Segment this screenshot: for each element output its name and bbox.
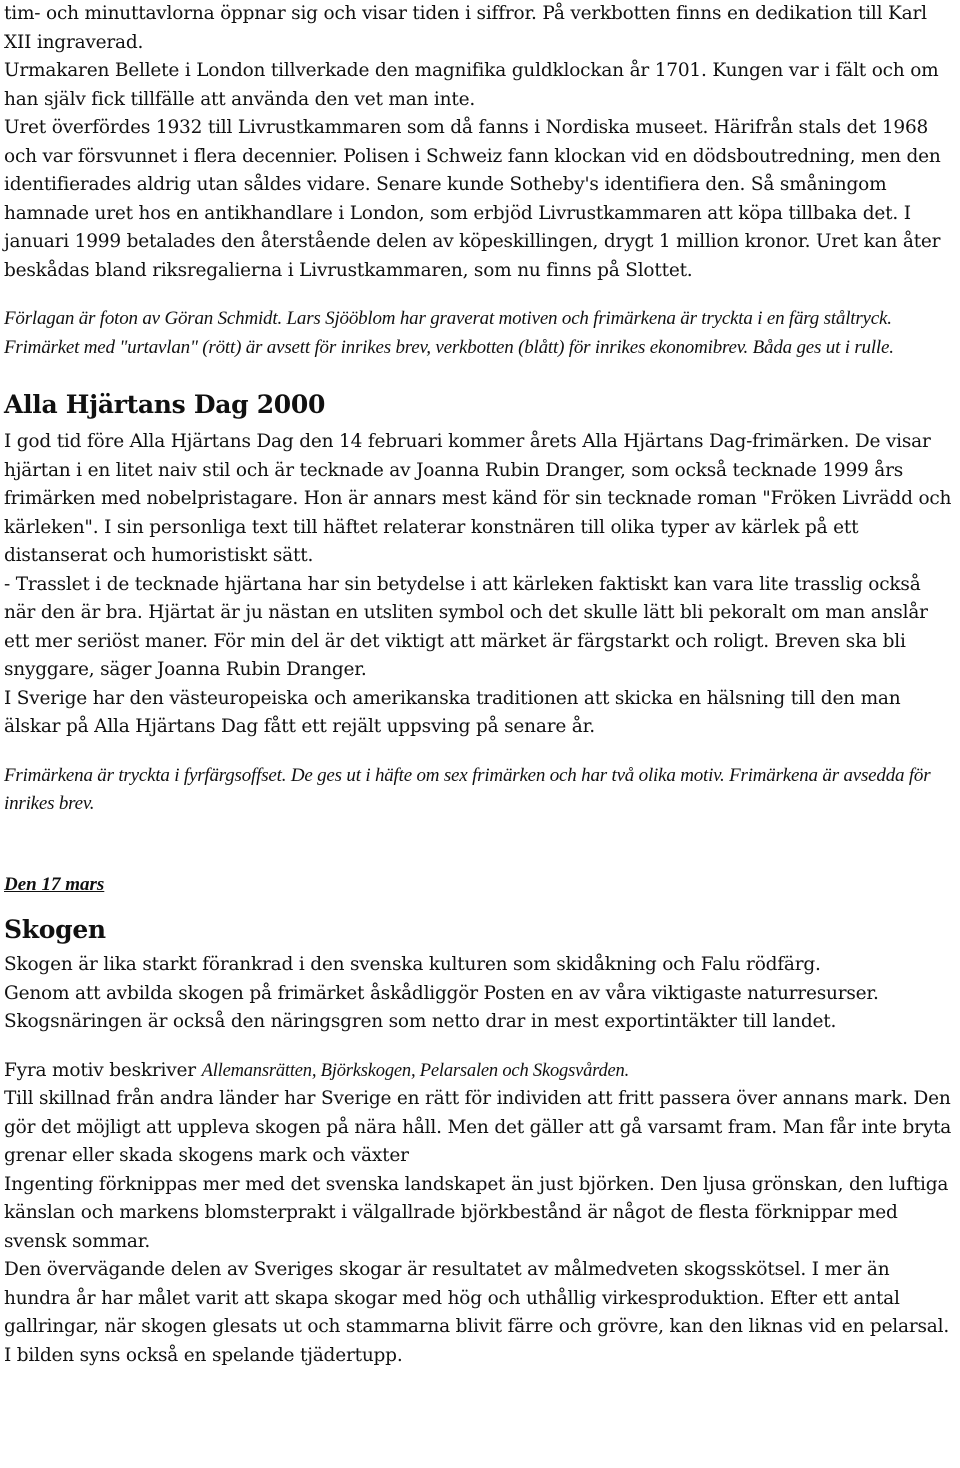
paragraph: tim- och minuttavlorna öppnar sig och visar tiden i siffror. På verkbotten finns en dedikation till Karl XII ingraverad. [4, 3, 927, 53]
stamp-printing-note: Förlagan är foton av Göran Schmidt. Lars Sjööblom har graverat motiven och frimärkena är tryckta i en färg ståltryck. Frimärket med "urtavlan" (rött) är avsett för inrikes brev, verkbotten (blått) för inrikes ekonomibrev. Båda ges ut i rulle. [4, 308, 894, 358]
paragraph: Urmakaren Bellete i London tillverkade den magnifika guldklockan år 1701. Kungen var i fält och om han själv fick tillfälle att använda den vet man inte. [4, 60, 939, 110]
skogen-section [4, 913, 956, 1370]
paragraph: I Sverige har den västeuropeiska och amerikanska traditionen att skicka en hälsning till den man älskar på Alla Hjärtans Dag fått ett rejält uppsving på senare år. [4, 687, 901, 737]
section-heading: Skogen [4, 915, 106, 944]
motifs-list: Allemansrätten, Björkskogen, Pelarsalen och Skogsvården. [201, 1060, 629, 1081]
document-page [4, 0, 956, 1370]
hjartans-dag-section [4, 388, 956, 819]
paragraph: Skogen är lika starkt förankrad i den svenska kulturen som skidåkning och Falu rödfärg. [4, 954, 821, 975]
stamp-printing-note: Frimärkena är tryckta i fyrfärgsoffset. De ges ut i häfte om sex frimärken och har två olika motiv. Frimärkena är avsedda för inrikes brev. [4, 764, 931, 814]
issue-date: Den 17 mars [4, 873, 105, 895]
motifs-line [4, 1057, 956, 1086]
paragraph: Genom att avbilda skogen på frimärket åskådliggör Posten en av våra viktigaste naturresurser. [4, 982, 879, 1004]
paragraph: - Trasslet i de tecknade hjärtana har sin betydelse i att kärleken faktiskt kan vara lite trasslig också när den är bra. Hjärtat är ju nästan en utsliten symbol och det skulle lätt bli pekoralt om man anslår ett mer seriöst maner. För min del är det viktigt att märket är färgstarkt och roligt. Breven ska bli snyggare, säger Joanna Rubin Dranger. [4, 573, 928, 680]
paragraph: Till skillnad från andra länder har Sverige en rätt för individen att fritt passera över annans mark. Den gör det möjligt att uppleva skogen på nära håll. Men det gäller att gå varsamt fram. Man får inte bryta grenar eller skada skogens mark och växter [4, 1088, 952, 1166]
motifs-prefix: Fyra motiv beskriver [4, 1059, 202, 1081]
paragraph: Ingenting förknippas mer med det svenska landskapet än just björken. Den ljusa grönskan, den luftiga känslan och markens blomsterprakt i välgallrade björkbestånd är något de flesta förknippar med svensk sommar. [4, 1173, 949, 1252]
paragraph: I god tid före Alla Hjärtans Dag den 14 februari kommer årets Alla Hjärtans Dag-frimärken. De visar hjärtan i en litet naiv stil och är tecknade av Joanna Rubin Dranger, som också tecknade 1999 års frimärken med nobelpristagare. Hon är annars mest känd för sin tecknade roman "Fröken Livrädd och kärleken". I sin personliga text till häftet relaterar konstnären till olika typer av kärlek på ett distanserat och humoristiskt sätt. [4, 431, 952, 566]
paragraph: Uret överfördes 1932 till Livrustkammaren som då fanns i Nordiska museet. Härifrån stals det 1968 och var försvunnet i flera decennier. Polisen i Schweiz fann klockan vid en dödsboutredning, men den identifierades aldrig utan såldes vidare. Senare kunde Sotheby's identifiera den. Så småningom hamnade uret hos en antikhandlare i London, som erbjöd Livrustkammaren att köpa tillbaka det. I januari 1999 betalades den återstående delen av köpeskillingen, drygt 1 million kronor. Uret kan åter beskådas bland riksregalierna i Livrustkammaren, som nu finns på Slottet. [4, 117, 941, 281]
section-heading: Alla Hjärtans Dag 2000 [4, 390, 326, 419]
clock-stamp-section [4, 0, 956, 362]
paragraph: Skogsnäringen är också den näringsgren som netto drar in mest exportintäkter till landet. [4, 1011, 837, 1032]
paragraph: Den övervägande delen av Sveriges skogar är resultatet av målmedveten skogsskötsel. I mer än hundra år har målet varit att skapa skogar med hög och uthållig virkesproduktion. Efter ett antal gallringar, när skogen glesats ut och stammarna blivit färre och grövre, kan den liknas vid en pelarsal. I bilden syns också en spelande tjädertupp. [4, 1259, 950, 1366]
